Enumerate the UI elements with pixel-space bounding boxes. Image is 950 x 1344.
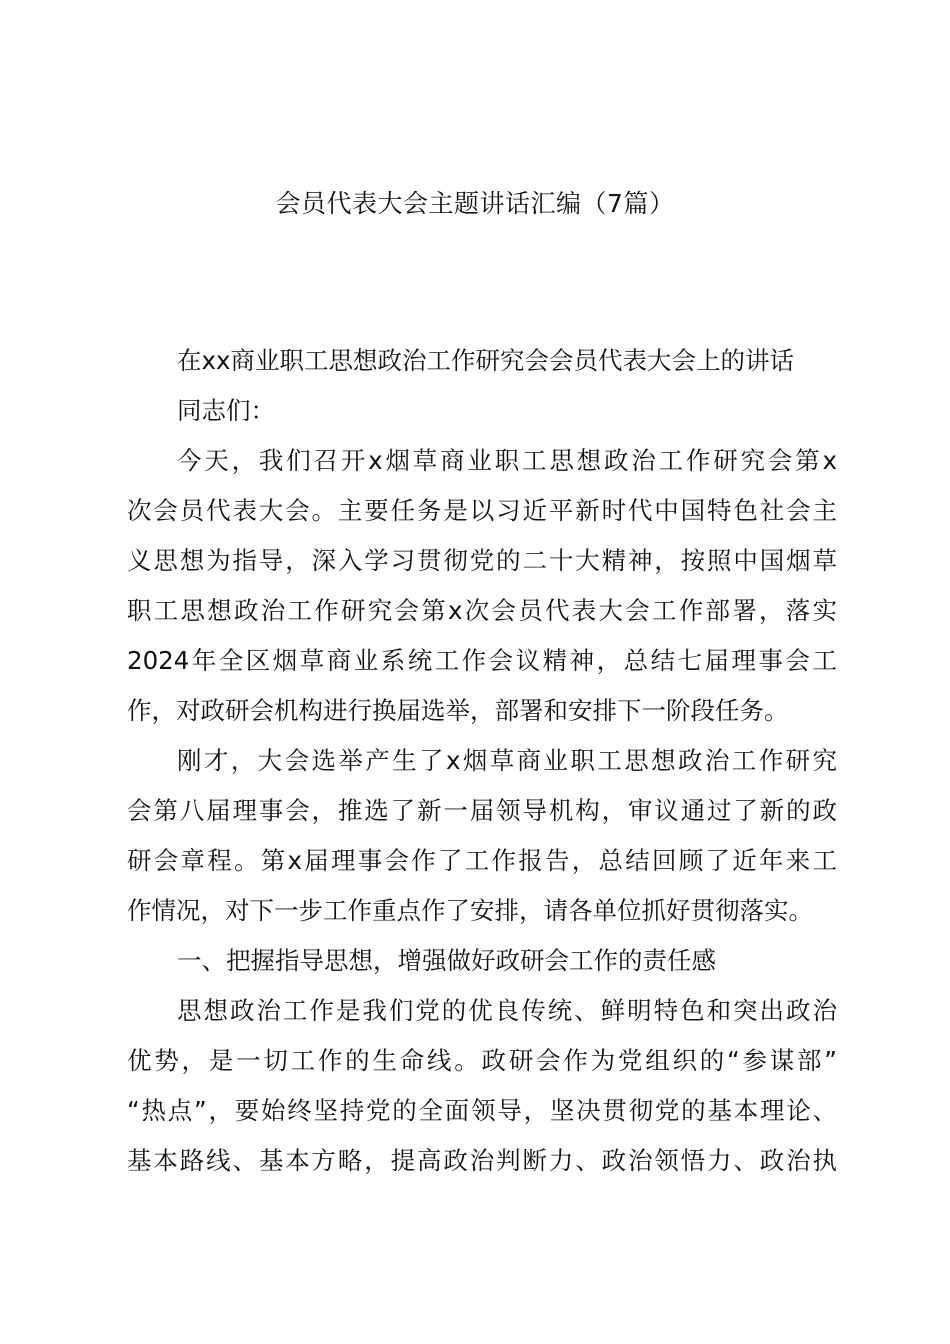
text-line: 作情况，对下一步工作重点作了安排，请各单位抓好贯彻落实。 [127,896,813,925]
document-title: 会员代表大会主题讲话汇编（7篇） [275,189,675,218]
text-line: 作，对政研会机构进行换届选举，部署和安排下一阶段任务。 [127,696,789,725]
text-line: 刚才，大会选举产生了x烟草商业职工思想政治工作研究 [177,746,837,775]
text-line: 一、把握指导思想，增强做好政研会工作的责任感 [177,946,716,975]
text-line: 今天，我们召开x烟草商业职工思想政治工作研究会第x [177,446,837,475]
text-line: 义思想为指导，深入学习贯彻党的二十大精神，按照中国烟草 [127,546,837,575]
text-line: 同志们： [177,396,275,425]
text-line: “热点”，要始终坚持党的全面领导，坚决贯彻党的基本理论、 [127,1096,837,1125]
text-line: 2024年全区烟草商业系统工作会议精神，总结七届理事会工 [127,646,837,675]
text-line: 在xx商业职工思想政治工作研究会会员代表大会上的讲话 [177,346,794,375]
text-line: 次会员代表大会。主要任务是以习近平新时代中国特色社会主 [127,496,837,525]
text-line: 思想政治工作是我们党的优良传统、鲜明特色和突出政治 [177,996,837,1025]
text-line: 优势，是一切工作的生命线。政研会作为党组织的“参谋部” [127,1046,837,1075]
document-body [127,336,837,1186]
text-line: 基本路线、基本方略，提高政治判断力、政治领悟力、政治执 [127,1146,837,1175]
text-line: 研会章程。第x届理事会作了工作报告，总结回顾了近年来工 [127,846,837,875]
text-line: 会第八届理事会，推选了新一届领导机构，审议通过了新的政 [127,796,837,825]
text-line: 职工思想政治工作研究会第x次会员代表大会工作部署，落实 [127,596,837,625]
